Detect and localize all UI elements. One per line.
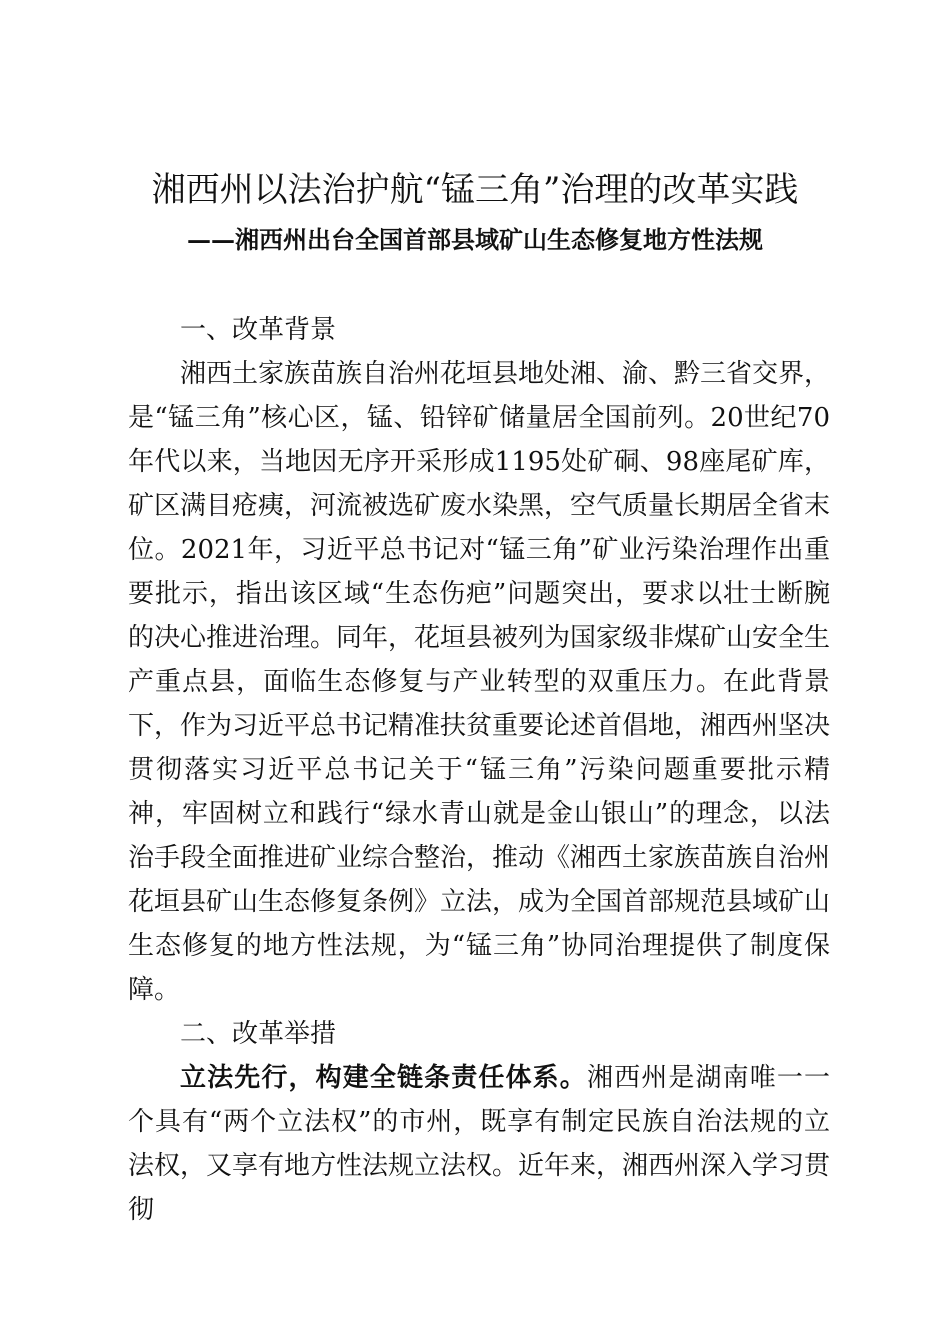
- paragraph-background: 湘西土家族苗族自治州花垣县地处湘、渝、黔三省交界，是“锰三角”核心区，锰、铅锌矿储量居全国前列。20世纪70年代以来，当地因无序开采形成1195处矿硐、98座尾矿库，矿区满目疮痍，河流被选矿废水染黑，空气质量长期居全省末位。2021年，习近平总书记对“锰三角”矿业污染治理作出重要批示，指出该区域“生态伤疤”问题突出，要求以壮士断腕的决心推进治理。同年，花垣县被列为国家级非煤矿山安全生产重点县，面临生态修复与产业转型的双重压力。在此背景下，作为习近平总书记精准扶贫重要论述首倡地，湘西州坚决贯彻落实习近平总书记关于“锰三角”污染问题重要批示精神，牢固树立和践行“绿水青山就是金山银山”的理念，以法治手段全面推进矿业综合整治，推动《湘西土家族苗族自治州花垣县矿山生态修复条例》立法，成为全国首部规范县域矿山生态修复的地方性法规，为“锰三角”协同治理提供了制度保障。: [128, 359, 831, 1005]
- document-body: [128, 308, 830, 1232]
- paragraph-measures-text: 湘西州是湖南唯一一个具有“两个立法权”的市州，既享有制定民族自治法规的立法权，又享有地方性法规立法权。近年来，湘西州深入学习贯彻: [128, 1063, 831, 1225]
- section-heading-background: 一、改革背景: [180, 315, 337, 345]
- section-heading-measures: 二、改革举措: [180, 1019, 337, 1049]
- document-title: 湘西州以法治护航“锰三角”治理的改革实践: [151, 170, 799, 210]
- paragraph-measures: [128, 1056, 830, 1232]
- document-subtitle: ——湘西州出台全国首部县域矿山生态修复地方性法规: [187, 225, 763, 254]
- paragraph-lead: 立法先行，构建全链条责任体系。: [180, 1063, 587, 1093]
